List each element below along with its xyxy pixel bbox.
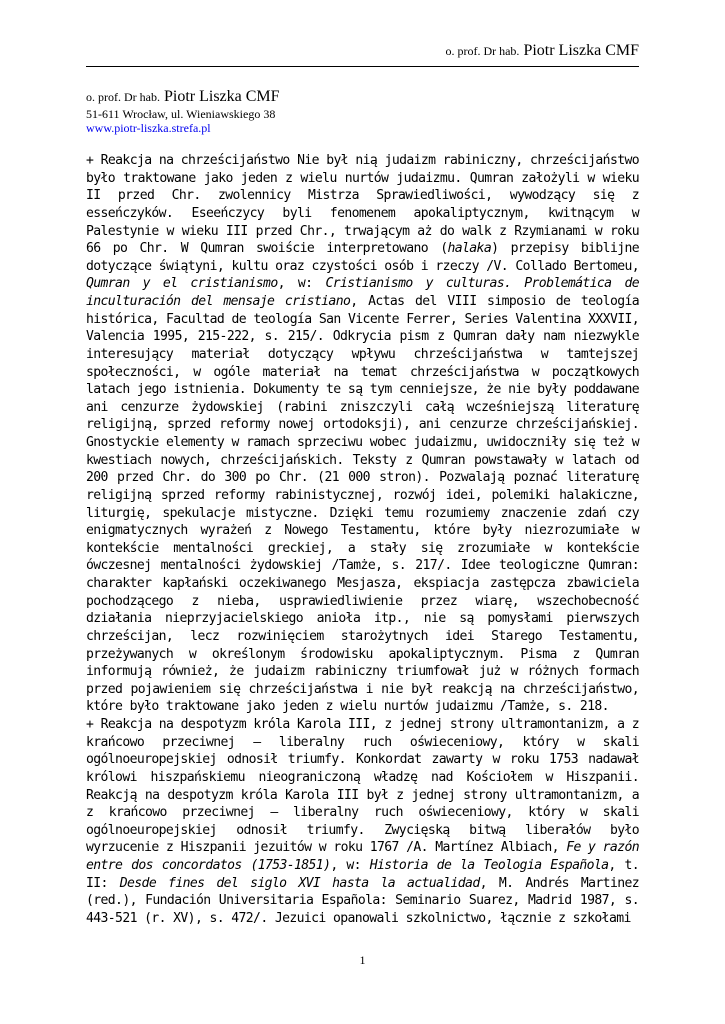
author-name-line — [86, 87, 280, 107]
header-author-title: o. prof. Dr hab. — [445, 44, 520, 58]
author-street: 51-611 Wrocław, ul. Wieniawskiego 38 — [86, 107, 276, 121]
cited-work-title: Cristianismo y culturas. Problemática de inculturación del mensaje cristiano — [86, 276, 639, 309]
paragraph-text: , t. II: — [86, 858, 639, 891]
page-number: 1 — [359, 953, 366, 967]
running-header — [79, 42, 639, 60]
cited-work-title: Qumran y el cristianismo — [86, 276, 278, 292]
header-divider — [86, 66, 639, 67]
author-name: Piotr Liszka CMF — [163, 88, 280, 105]
body-text — [86, 152, 639, 928]
paragraph-text: + Reakcja na despotyzm króla Karola III, z jednej strony ultramontanizm, a z krańcowo przeciwnej – liberalny ruch oświeceniowy, który w skali ogólnoeuropejskiej odnosił triumfy. Konkordat zawarty w roku 1753 nadawał królowi hiszpańskiemu nieograniczoną władzę nad Kościołem w Hiszpanii. Reakcją na despotyzm króla Karola III był z jednej strony ultramontanizm, a z krańcowo przeciwnej – liberalny ruch oświeceniowy, który w skali ogólnoeuropejskiej odnosił triumfy. Zwycięską bitwą liberałów było wyrzucenie z Hiszpanii jezuitów w roku 1767 /A. Martínez Albiach, — [86, 717, 639, 856]
author-address-block — [86, 87, 280, 135]
paragraph-text: + Reakcja na chrześcijaństwo Nie był nią judaizm rabiniczny, chrześcijaństwo było traktowane jako jeden z wielu nurtów judaizmu. Qumran założyli w wieku II przed Chr. zwolennicy Mistrza Sprawiedliwości, wywodzący się z esseńczyków. Eseeńczycy byli fenomenem apokaliptycznym, kwitnącym w Palestynie w wieku III przed Chr., trwającym aż do walk z Rzymianami w roku 66 po Chr. W Qumran swoiście interpretowano ( — [86, 153, 639, 257]
cited-work-title: Historia de la Teologia Española — [369, 858, 609, 873]
italic-term: halaka — [447, 241, 492, 257]
author-website-link[interactable]: www.piotr-liszka.strefa.pl — [86, 121, 211, 135]
paragraph-text: , w: — [330, 858, 370, 873]
paragraph-text: , Actas del VIII simposio de teología histórica, Facultad de teología San Vicente Ferrer, Series Valentina XXXVII, Valencia 1995, 215-222, s. 215/. Odkrycia pism z Qumran dały nam niezwykle interesujący materiał dotyczący wpływu chrześcijaństwa w tamtejszej społeczności, w ogóle materiał na temat chrześcijaństwa w początkowych latach jego istnienia. Dokumenty te są tym cenniejsze, że nie były poddawane ani cenzurze żydowskiej (rabini zniszczyli całą wcześniejszą literaturę religijną, sprzed reformy nowej ortodoksji), ani cenzurze chrześcijańskiej. Gnostyckie elementy w ramach sprzeciwu wobec judaizmu, uwidoczniły się też w kwestiach nowych, chrześcijańskich. Teksty z Qumran powstawały w latach od 200 przed Chr. do 300 po Chr. (21 000 stron). Pozwalają poznać literaturę religijną sprzed reformy rabinistycznej, rozwój idei, polemiki halakiczne, liturgię, spekulacje mistyczne. Dzięki temu rozumiemy znaczenie zdań czy enigmatycznych wyrażeń z Nowego Testamentu, które były niezrozumiałe w kontekście mentalności greckiej, a stały się zrozumiałe w kontekście ówczesnej mentalności żydowskiej /Tamże, s. 217/. Idee teologiczne Qumran: charakter kapłański oczekiwanego Mesjasza, ekspiacja zastępcza zbawiciela pochodzącego z nieba, usprawiedliwienie przez wiarę, wszechobecność działania nieprzyjacielskiego anioła itp., nie są pomysłami pierwszych chrześcijan, lecz rozwinięciem starożytnych idei Starego Testamentu, przeżywanych w określonym środowisku apokaliptycznym. Pisma z Qumran informują również, że judaizm rabiniczny triumfował już w różnych formach przed pojawieniem się chrześcijaństwa i nie był reakcją na chrześcijaństwo, które było traktowane jako jeden z wielu nurtów judaizmu /Tamże, s. 218. — [86, 294, 639, 715]
cited-work-title: Desde fines del siglo XVI hasta la actualidad — [119, 875, 480, 891]
header-author-name: Piotr Liszka CMF — [523, 42, 639, 59]
cited-work-title: Fe y razón entre dos concordatos (1753-1851) — [86, 840, 639, 873]
paragraph-karol-iii — [86, 716, 639, 928]
paragraph-text: ) przepisy biblijne dotyczące świątyni, kultu oraz czystości osób i rzeczy /V. Collado Bertomeu, — [86, 241, 639, 274]
paragraph-text: , w: — [277, 276, 326, 292]
paragraph-qumran — [86, 152, 639, 716]
author-title: o. prof. Dr hab. — [86, 90, 160, 104]
paragraph-text: , M. Andrés Martinez (red.), Fundación Universitaria Española: Seminario Suarez, Madrid 1987, s. 443-521 (r. XV), s. 472/. Jezuici opanowali szkolnictwo, łącznie z szkołami — [86, 875, 639, 926]
